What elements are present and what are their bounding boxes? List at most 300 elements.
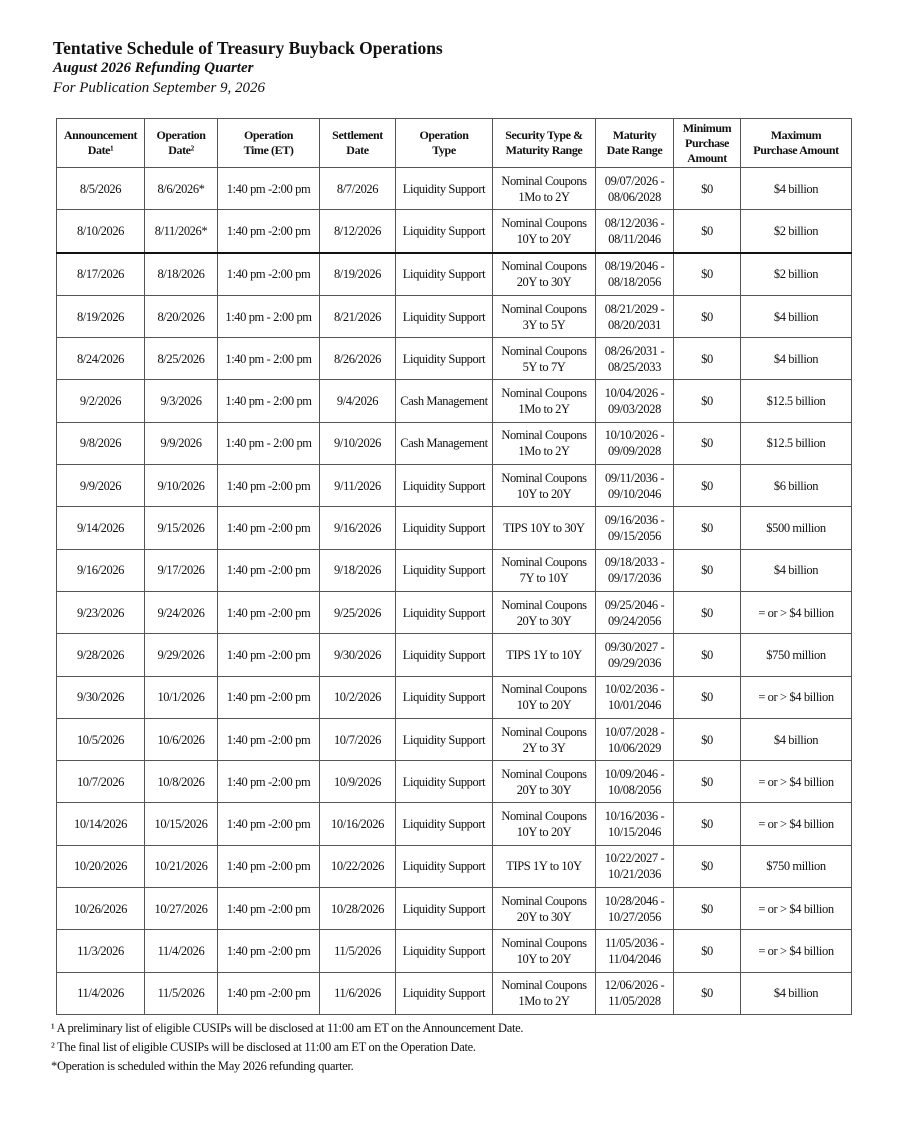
cell-operation-type: Liquidity Support xyxy=(396,972,493,1014)
header-line: Minimum xyxy=(682,120,732,135)
cell-min-purchase: $0 xyxy=(674,465,741,507)
cell-min-purchase: $0 xyxy=(674,591,741,633)
cell-max-purchase: = or > $4 billion xyxy=(741,803,852,845)
cell-maturity-range xyxy=(596,761,674,803)
cell-line: 10/09/2046 - xyxy=(604,766,665,781)
cell-min-purchase: $0 xyxy=(674,761,741,803)
cell-operation-time: 1:40 pm -2:00 pm xyxy=(218,253,320,296)
cell-min-purchase: $0 xyxy=(674,718,741,760)
cell-maturity-range xyxy=(596,210,674,253)
cell-line: 09/10/2046 xyxy=(608,486,661,501)
table-row xyxy=(57,803,852,845)
cell-line: 10Y to 20Y xyxy=(516,698,572,713)
cell-line: 20Y to 30Y xyxy=(516,275,572,290)
cell-announcement-date: 11/3/2026 xyxy=(57,930,145,972)
header-announcement-date xyxy=(57,119,145,168)
cell-line: 09/09/2028 xyxy=(608,444,661,459)
cell-max-purchase: = or > $4 billion xyxy=(741,676,852,718)
cell-settlement-date: 9/30/2026 xyxy=(320,634,396,676)
cell-operation-type: Liquidity Support xyxy=(396,338,493,380)
cell-announcement-date: 8/19/2026 xyxy=(57,295,145,337)
cell-security-type xyxy=(493,718,596,760)
cell-security-type xyxy=(493,888,596,930)
cell-line: Nominal Coupons xyxy=(501,893,587,908)
cell-announcement-date: 11/4/2026 xyxy=(57,972,145,1014)
cell-line: TIPS 1Y to 10Y xyxy=(506,859,582,874)
cell-line: 1Mo to 2Y xyxy=(518,444,570,459)
cell-security-type xyxy=(493,380,596,422)
cell-min-purchase: $0 xyxy=(674,676,741,718)
cell-announcement-date: 10/7/2026 xyxy=(57,761,145,803)
document-title: Tentative Schedule of Treasury Buyback Operations xyxy=(53,38,443,58)
cell-line: 09/07/2026 - xyxy=(604,173,665,188)
cell-maturity-range xyxy=(596,888,674,930)
cell-maturity-range xyxy=(596,422,674,464)
table-row xyxy=(57,549,852,591)
cell-min-purchase: $0 xyxy=(674,634,741,676)
cell-operation-time: 1:40 pm - 2:00 pm xyxy=(218,422,320,464)
cell-operation-date: 9/10/2026 xyxy=(145,465,218,507)
cell-line: 10/02/2036 - xyxy=(604,682,665,697)
cell-min-purchase: $0 xyxy=(674,888,741,930)
cell-security-type xyxy=(493,210,596,253)
header-line: Purchase Amount xyxy=(753,143,839,157)
cell-announcement-date: 8/17/2026 xyxy=(57,253,145,296)
header-line: Amount xyxy=(687,150,727,165)
cell-operation-time: 1:40 pm -2:00 pm xyxy=(218,465,320,507)
cell-settlement-date: 9/16/2026 xyxy=(320,507,396,549)
cell-settlement-date: 9/11/2026 xyxy=(320,465,396,507)
cell-line: Nominal Coupons xyxy=(501,682,587,697)
footnote-3: *Operation is scheduled within the May 2026 refunding quarter. xyxy=(51,1059,354,1073)
cell-maturity-range xyxy=(596,634,674,676)
cell-line: 10/01/2046 xyxy=(608,698,661,713)
cell-line: 08/21/2029 - xyxy=(604,301,665,316)
cell-min-purchase: $0 xyxy=(674,253,741,296)
cell-line: 09/17/2036 xyxy=(608,571,661,586)
cell-operation-time: 1:40 pm -2:00 pm xyxy=(218,634,320,676)
cell-operation-date: 10/6/2026 xyxy=(145,718,218,760)
cell-operation-date: 10/1/2026 xyxy=(145,676,218,718)
header-operation-time xyxy=(218,119,320,168)
table-row xyxy=(57,295,852,337)
cell-line: Nominal Coupons xyxy=(501,766,587,781)
table-row xyxy=(57,634,852,676)
table-row xyxy=(57,380,852,422)
table-row xyxy=(57,718,852,760)
table-row xyxy=(57,676,852,718)
cell-line: 09/30/2027 - xyxy=(604,639,665,654)
cell-maturity-range xyxy=(596,338,674,380)
cell-operation-date: 9/17/2026 xyxy=(145,549,218,591)
cell-settlement-date: 10/28/2026 xyxy=(320,888,396,930)
cell-settlement-date: 10/9/2026 xyxy=(320,761,396,803)
header-security-type xyxy=(493,119,596,168)
cell-operation-date: 8/6/2026* xyxy=(145,168,218,210)
cell-security-type xyxy=(493,465,596,507)
cell-maturity-range xyxy=(596,380,674,422)
cell-maturity-range xyxy=(596,549,674,591)
header-line: Maturity xyxy=(612,128,657,142)
cell-min-purchase: $0 xyxy=(674,845,741,887)
cell-line: Nominal Coupons xyxy=(501,301,587,316)
cell-max-purchase: $4 billion xyxy=(741,549,852,591)
cell-min-purchase: $0 xyxy=(674,803,741,845)
cell-line: 10/04/2026 - xyxy=(604,386,665,401)
cell-maturity-range xyxy=(596,972,674,1014)
cell-maturity-range xyxy=(596,718,674,760)
cell-operation-date: 9/9/2026 xyxy=(145,422,218,464)
cell-line: 20Y to 30Y xyxy=(516,909,572,924)
footnotes xyxy=(51,1019,523,1076)
cell-operation-date: 9/15/2026 xyxy=(145,507,218,549)
cell-min-purchase: $0 xyxy=(674,972,741,1014)
cell-line: 1Mo to 2Y xyxy=(518,189,570,204)
cell-operation-time: 1:40 pm -2:00 pm xyxy=(218,549,320,591)
cell-settlement-date: 11/6/2026 xyxy=(320,972,396,1014)
cell-max-purchase: $4 billion xyxy=(741,718,852,760)
cell-settlement-date: 8/21/2026 xyxy=(320,295,396,337)
cell-settlement-date: 9/10/2026 xyxy=(320,422,396,464)
cell-operation-date: 8/20/2026 xyxy=(145,295,218,337)
cell-operation-date: 9/24/2026 xyxy=(145,591,218,633)
cell-announcement-date: 10/20/2026 xyxy=(57,845,145,887)
cell-operation-date: 10/21/2026 xyxy=(145,845,218,887)
cell-announcement-date: 9/30/2026 xyxy=(57,676,145,718)
cell-operation-type: Cash Management xyxy=(396,422,493,464)
cell-line: 11/05/2036 - xyxy=(605,935,664,950)
cell-line: 7Y to 10Y xyxy=(519,571,569,586)
cell-security-type xyxy=(493,549,596,591)
cell-maturity-range xyxy=(596,168,674,210)
cell-max-purchase: $750 million xyxy=(741,845,852,887)
document-subtitle: August 2026 Refunding Quarter xyxy=(53,60,254,76)
cell-max-purchase: = or > $4 billion xyxy=(741,591,852,633)
cell-line: Nominal Coupons xyxy=(501,935,587,950)
cell-announcement-date: 9/28/2026 xyxy=(57,634,145,676)
cell-settlement-date: 10/16/2026 xyxy=(320,803,396,845)
header-line: Announcement xyxy=(63,128,138,142)
cell-line: 09/16/2036 - xyxy=(604,513,665,528)
cell-line: 10/06/2029 xyxy=(608,740,661,755)
cell-settlement-date: 8/12/2026 xyxy=(320,210,396,253)
cell-security-type xyxy=(493,338,596,380)
cell-operation-time: 1:40 pm -2:00 pm xyxy=(218,210,320,253)
table-row xyxy=(57,507,852,549)
header-operation-type xyxy=(396,119,493,168)
header-line: Date² xyxy=(168,143,194,157)
cell-settlement-date: 10/2/2026 xyxy=(320,676,396,718)
cell-line: 10/27/2056 xyxy=(608,909,661,924)
cell-announcement-date: 9/23/2026 xyxy=(57,591,145,633)
cell-operation-date: 8/11/2026* xyxy=(145,210,218,253)
cell-operation-time: 1:40 pm - 2:00 pm xyxy=(218,295,320,337)
cell-line: 08/25/2033 xyxy=(608,359,661,374)
cell-maturity-range xyxy=(596,803,674,845)
cell-settlement-date: 9/18/2026 xyxy=(320,549,396,591)
table-row xyxy=(57,845,852,887)
cell-settlement-date: 9/4/2026 xyxy=(320,380,396,422)
cell-announcement-date: 10/5/2026 xyxy=(57,718,145,760)
cell-min-purchase: $0 xyxy=(674,338,741,380)
header-max-purchase xyxy=(741,119,852,168)
cell-operation-type: Liquidity Support xyxy=(396,507,493,549)
cell-maturity-range xyxy=(596,253,674,296)
cell-settlement-date: 11/5/2026 xyxy=(320,930,396,972)
cell-max-purchase: $4 billion xyxy=(741,295,852,337)
cell-operation-type: Liquidity Support xyxy=(396,168,493,210)
table-row xyxy=(57,888,852,930)
cell-announcement-date: 9/8/2026 xyxy=(57,422,145,464)
cell-operation-type: Liquidity Support xyxy=(396,761,493,803)
cell-operation-type: Liquidity Support xyxy=(396,253,493,296)
table-row xyxy=(57,168,852,210)
cell-line: Nominal Coupons xyxy=(501,978,587,993)
header-line: Maturity Range xyxy=(505,143,583,157)
cell-min-purchase: $0 xyxy=(674,168,741,210)
header-line: Operation xyxy=(419,128,469,142)
cell-operation-type: Liquidity Support xyxy=(396,718,493,760)
cell-line: 09/15/2056 xyxy=(608,529,661,544)
cell-settlement-date: 8/26/2026 xyxy=(320,338,396,380)
cell-operation-time: 1:40 pm -2:00 pm xyxy=(218,972,320,1014)
cell-security-type xyxy=(493,676,596,718)
cell-settlement-date: 8/19/2026 xyxy=(320,253,396,296)
cell-maturity-range xyxy=(596,295,674,337)
cell-settlement-date: 10/7/2026 xyxy=(320,718,396,760)
cell-security-type xyxy=(493,591,596,633)
cell-announcement-date: 8/24/2026 xyxy=(57,338,145,380)
cell-announcement-date: 8/5/2026 xyxy=(57,168,145,210)
table-body xyxy=(57,168,852,1015)
cell-operation-time: 1:40 pm - 2:00 pm xyxy=(218,338,320,380)
table-row xyxy=(57,972,852,1014)
cell-operation-time: 1:40 pm -2:00 pm xyxy=(218,676,320,718)
table-row xyxy=(57,591,852,633)
cell-security-type xyxy=(493,845,596,887)
cell-security-type xyxy=(493,253,596,296)
cell-line: Nominal Coupons xyxy=(501,215,587,230)
cell-operation-time: 1:40 pm -2:00 pm xyxy=(218,888,320,930)
cell-line: TIPS 10Y to 30Y xyxy=(503,521,585,536)
cell-line: 5Y to 7Y xyxy=(522,359,566,374)
cell-line: 10Y to 20Y xyxy=(516,951,572,966)
cell-operation-type: Liquidity Support xyxy=(396,465,493,507)
cell-max-purchase: = or > $4 billion xyxy=(741,761,852,803)
header-operation-date xyxy=(145,119,218,168)
cell-min-purchase: $0 xyxy=(674,422,741,464)
cell-settlement-date: 9/25/2026 xyxy=(320,591,396,633)
cell-announcement-date: 10/14/2026 xyxy=(57,803,145,845)
cell-operation-type: Liquidity Support xyxy=(396,549,493,591)
cell-line: Nominal Coupons xyxy=(501,259,587,274)
cell-line: Nominal Coupons xyxy=(501,555,587,570)
cell-operation-date: 11/5/2026 xyxy=(145,972,218,1014)
cell-line: 10/10/2026 - xyxy=(604,428,665,443)
table-row xyxy=(57,338,852,380)
cell-line: Nominal Coupons xyxy=(501,809,587,824)
cell-operation-type: Liquidity Support xyxy=(396,888,493,930)
cell-max-purchase: $6 billion xyxy=(741,465,852,507)
cell-operation-type: Liquidity Support xyxy=(396,634,493,676)
cell-min-purchase: $0 xyxy=(674,295,741,337)
cell-operation-time: 1:40 pm -2:00 pm xyxy=(218,803,320,845)
cell-announcement-date: 9/14/2026 xyxy=(57,507,145,549)
cell-line: 10Y to 20Y xyxy=(516,825,572,840)
cell-security-type xyxy=(493,422,596,464)
footnote-1: ¹ A preliminary list of eligible CUSIPs will be disclosed at 11:00 am ET on the Announcement Date. xyxy=(51,1021,524,1035)
header-maturity-range xyxy=(596,119,674,168)
table-row xyxy=(57,465,852,507)
cell-operation-date: 8/25/2026 xyxy=(145,338,218,380)
cell-operation-type: Liquidity Support xyxy=(396,803,493,845)
cell-min-purchase: $0 xyxy=(674,507,741,549)
header-settlement-date xyxy=(320,119,396,168)
cell-announcement-date: 9/16/2026 xyxy=(57,549,145,591)
cell-maturity-range xyxy=(596,676,674,718)
cell-line: 09/24/2056 xyxy=(608,613,661,628)
table-header-row xyxy=(57,119,852,168)
cell-operation-time: 1:40 pm -2:00 pm xyxy=(218,507,320,549)
cell-line: 08/26/2031 - xyxy=(604,343,665,358)
cell-line: 09/18/2033 - xyxy=(604,555,665,570)
cell-settlement-date: 8/7/2026 xyxy=(320,168,396,210)
cell-line: Nominal Coupons xyxy=(501,386,587,401)
cell-security-type xyxy=(493,295,596,337)
cell-line: 10/28/2046 - xyxy=(604,893,665,908)
header-line: Purchase xyxy=(685,135,729,150)
cell-operation-type: Liquidity Support xyxy=(396,210,493,253)
cell-line: 08/20/2031 xyxy=(608,317,661,332)
cell-operation-time: 1:40 pm -2:00 pm xyxy=(218,168,320,210)
cell-max-purchase: = or > $4 billion xyxy=(741,888,852,930)
cell-operation-time: 1:40 pm -2:00 pm xyxy=(218,930,320,972)
cell-line: 08/06/2028 xyxy=(608,189,661,204)
header-line: Maximum xyxy=(770,128,822,142)
cell-line: 10Y to 20Y xyxy=(516,486,572,501)
cell-line: 08/19/2046 - xyxy=(604,259,665,274)
cell-settlement-date: 10/22/2026 xyxy=(320,845,396,887)
cell-line: 10/16/2036 - xyxy=(604,809,665,824)
cell-max-purchase: $2 billion xyxy=(741,210,852,253)
cell-operation-time: 1:40 pm -2:00 pm xyxy=(218,845,320,887)
cell-maturity-range xyxy=(596,507,674,549)
cell-line: 10/21/2036 xyxy=(608,867,661,882)
cell-line: 09/03/2028 xyxy=(608,402,661,417)
cell-operation-type: Liquidity Support xyxy=(396,591,493,633)
cell-operation-time: 1:40 pm -2:00 pm xyxy=(218,718,320,760)
cell-maturity-range xyxy=(596,465,674,507)
header-line: Time (ET) xyxy=(243,143,294,157)
cell-line: Nominal Coupons xyxy=(501,597,587,612)
cell-line: TIPS 1Y to 10Y xyxy=(506,647,582,662)
cell-security-type xyxy=(493,634,596,676)
cell-min-purchase: $0 xyxy=(674,380,741,422)
cell-min-purchase: $0 xyxy=(674,930,741,972)
cell-operation-date: 9/3/2026 xyxy=(145,380,218,422)
header-line: Date¹ xyxy=(87,143,114,157)
cell-max-purchase: $4 billion xyxy=(741,168,852,210)
cell-max-purchase: $4 billion xyxy=(741,972,852,1014)
cell-security-type xyxy=(493,803,596,845)
cell-max-purchase: $12.5 billion xyxy=(741,380,852,422)
cell-operation-type: Liquidity Support xyxy=(396,930,493,972)
cell-line: Nominal Coupons xyxy=(501,470,587,485)
cell-operation-type: Liquidity Support xyxy=(396,845,493,887)
cell-announcement-date: 8/10/2026 xyxy=(57,210,145,253)
cell-operation-date: 8/18/2026 xyxy=(145,253,218,296)
cell-line: 09/29/2036 xyxy=(608,655,661,670)
header-line: Type xyxy=(432,143,456,157)
cell-operation-date: 9/29/2026 xyxy=(145,634,218,676)
cell-max-purchase: = or > $4 billion xyxy=(741,930,852,972)
cell-line: 10/22/2027 - xyxy=(604,851,665,866)
header-line: Security Type & xyxy=(505,128,583,142)
cell-max-purchase: $500 million xyxy=(741,507,852,549)
cell-line: 10/15/2046 xyxy=(608,825,661,840)
table-row xyxy=(57,253,852,296)
cell-operation-time: 1:40 pm -2:00 pm xyxy=(218,591,320,633)
cell-maturity-range xyxy=(596,930,674,972)
cell-security-type xyxy=(493,168,596,210)
cell-operation-time: 1:40 pm -2:00 pm xyxy=(218,761,320,803)
cell-line: 10/08/2056 xyxy=(608,782,661,797)
table-row xyxy=(57,210,852,253)
table-row xyxy=(57,930,852,972)
header-line: Date Range xyxy=(606,143,663,157)
cell-line: 12/06/2026 - xyxy=(604,978,665,993)
table-row xyxy=(57,761,852,803)
cell-line: 09/11/2036 - xyxy=(605,470,664,485)
cell-max-purchase: $4 billion xyxy=(741,338,852,380)
cell-line: 20Y to 30Y xyxy=(516,782,572,797)
publication-date: For Publication September 9, 2026 xyxy=(53,80,266,96)
cell-line: 10Y to 20Y xyxy=(516,231,572,246)
cell-security-type xyxy=(493,761,596,803)
cell-operation-time: 1:40 pm - 2:00 pm xyxy=(218,380,320,422)
cell-operation-date: 10/27/2026 xyxy=(145,888,218,930)
cell-line: 3Y to 5Y xyxy=(522,317,566,332)
cell-operation-date: 11/4/2026 xyxy=(145,930,218,972)
cell-maturity-range xyxy=(596,845,674,887)
header-line: Operation xyxy=(243,128,294,142)
cell-line: Nominal Coupons xyxy=(501,428,587,443)
cell-operation-date: 10/15/2026 xyxy=(145,803,218,845)
cell-min-purchase: $0 xyxy=(674,210,741,253)
cell-operation-type: Liquidity Support xyxy=(396,295,493,337)
cell-max-purchase: $750 million xyxy=(741,634,852,676)
cell-security-type xyxy=(493,507,596,549)
cell-maturity-range xyxy=(596,591,674,633)
cell-line: 2Y to 3Y xyxy=(522,740,566,755)
cell-announcement-date: 9/9/2026 xyxy=(57,465,145,507)
cell-operation-date: 10/8/2026 xyxy=(145,761,218,803)
cell-announcement-date: 9/2/2026 xyxy=(57,380,145,422)
cell-line: Nominal Coupons xyxy=(501,724,587,739)
cell-operation-type: Liquidity Support xyxy=(396,676,493,718)
cell-line: Nominal Coupons xyxy=(501,343,587,358)
header-line: Settlement xyxy=(332,128,383,142)
cell-line: 08/11/2046 xyxy=(608,231,661,246)
cell-line: 08/12/2036 - xyxy=(604,215,665,230)
cell-security-type xyxy=(493,972,596,1014)
cell-line: 11/04/2046 xyxy=(608,951,661,966)
cell-max-purchase: $2 billion xyxy=(741,253,852,296)
cell-line: 20Y to 30Y xyxy=(516,613,572,628)
cell-line: 1Mo to 2Y xyxy=(518,402,570,417)
table-row xyxy=(57,422,852,464)
cell-line: 1Mo to 2Y xyxy=(518,994,570,1009)
